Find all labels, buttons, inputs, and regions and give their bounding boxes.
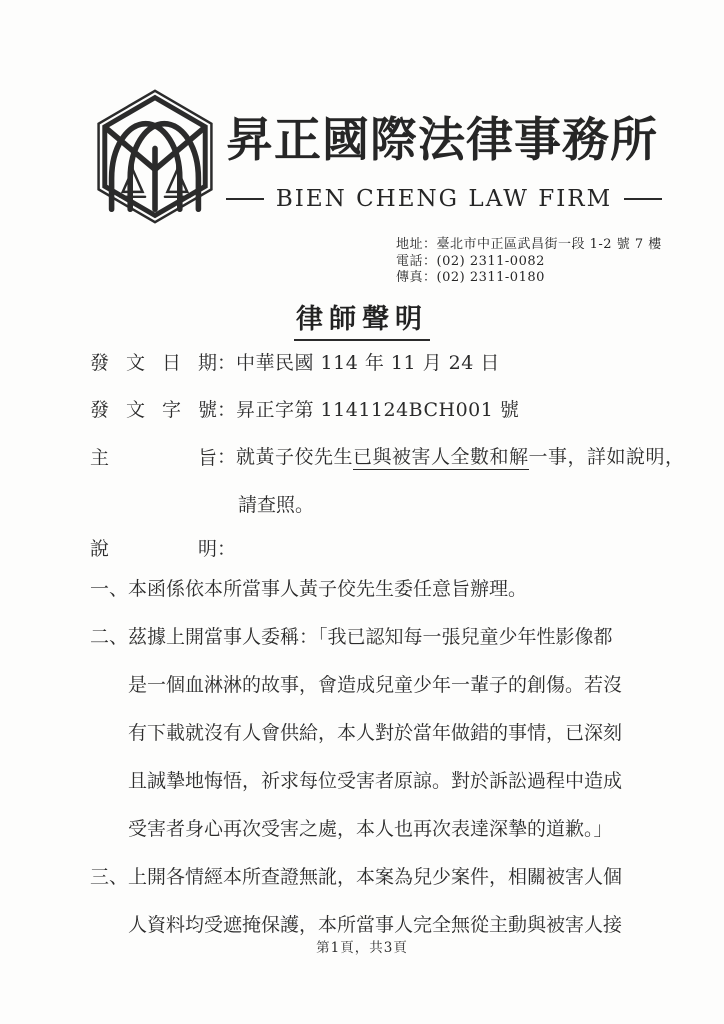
colon: ： [217,352,237,374]
firm-name-chinese: 昇正國際法律事務所 [226,112,658,168]
right-rule-line [624,198,662,200]
left-rule-line [226,198,264,200]
page-number: 第1頁，共3頁 [316,940,408,956]
paragraph-text: 茲據上開當事人委稱：「我已認知每一張兒童少年性影像都 [128,626,613,648]
subject-text-underlined: 已與被害人全數和解 [353,446,529,468]
issue-date-label: 發文日期 [90,352,217,374]
reference-number-label: 發文字號 [90,399,217,421]
hexagon-scales-icon [93,87,217,231]
paragraph-line: 受害者身心再次受害之處，本人也再次表達深摯的道歉。」 [128,818,613,840]
item-marker: 二、 [90,626,129,648]
fax-line: 傳真：(02) 2311-0180 [396,270,545,285]
paragraph-line: 且誠摯地悔悟，祈求每位受害者原諒。對於訴訟過程中造成 [128,770,623,792]
explanation-heading [90,539,644,559]
firm-name-english-row [226,186,662,212]
paragraph-line [90,579,644,599]
explanation-label: 說明 [90,538,217,560]
paragraph-text: 本函係依本所當事人黃子佼先生委任意旨辦理。 [128,578,528,600]
paragraph-line: 是一個血淋淋的故事，會造成兒童少年一輩子的創傷。若沒 [128,674,623,696]
law-firm-logo [93,87,217,231]
document-title: 律師聲明 [294,297,430,341]
subject-text-plain: 一事，詳如說明， [528,446,685,468]
paragraph-text: 上開各情經本所查證無訛，本案為兒少案件，相關被害人個 [128,866,623,888]
colon: ： [217,538,237,560]
contact-block [396,237,662,287]
subject-label: 主旨 [90,447,217,469]
subject-continuation: 請查照。 [238,494,315,516]
explanation-item-1 [90,579,644,599]
explanation-item-2 [90,627,644,839]
document-body [90,352,685,963]
issue-date-value: 中華民國 114 年 11 月 24 日 [236,352,500,374]
subject-field [90,446,685,469]
reference-number-value: 昇正字第 1141124BCH001 號 [236,399,520,421]
item-marker: 三、 [90,866,129,888]
subject-text [236,446,685,470]
phone-line: 電話：(02) 2311-0082 [396,253,545,269]
paragraph-line [90,627,644,647]
subject-text-plain: 就黃子佼先生 [236,446,354,468]
reference-number-field [90,400,644,420]
paragraph-line: 有下載就沒有人會供給，本人對於當年做錯的事情，已深刻 [128,722,623,744]
firm-name-english: BIEN CHENG LAW FIRM [275,186,613,212]
colon: ： [217,446,237,468]
paragraph-line [90,867,644,887]
item-marker: 一、 [90,578,129,600]
explanation-item-3 [90,867,644,935]
document-title-row [0,297,724,341]
issue-date-field [90,353,644,373]
address-line: 地址：臺北市中正區武昌街一段 1-2 號 7 樓 [396,237,662,252]
colon: ： [217,399,237,421]
paragraph-line: 人資料均受遮掩保護，本所當事人完全無從主動與被害人接 [128,914,623,936]
